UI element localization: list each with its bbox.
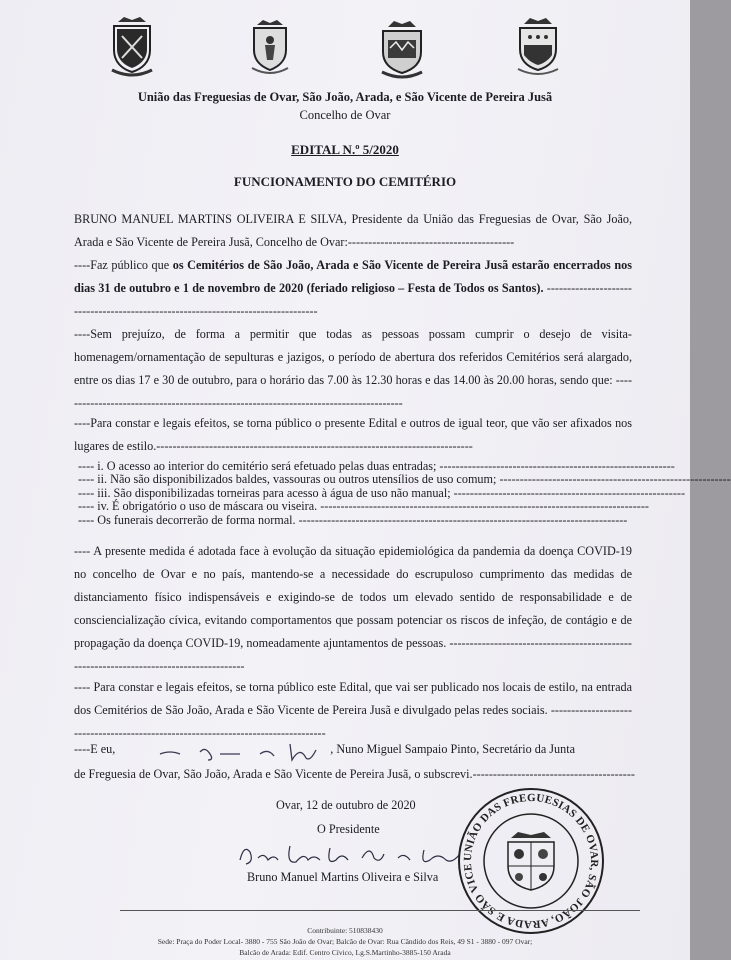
rules-list — [78, 459, 731, 527]
signer-role: O Presidente — [317, 822, 380, 836]
arada-crest-icon — [374, 18, 430, 82]
covid-paragraph: ---- A presente medida é adotada face à evolução da situação epidemiológica da pandemia da doença COVID-19 no concelho de Ovar e no país, mantendo-se a necessidade do escrupuloso cumprimento das medidas de distanciamento físico indispensáveis e exigindo-se de todos um elevado sentido de responsabilidade e de consciencialização cívica, evitando comportamentos que possam potenciar os riscos de infeção, de contágio e de propagação da doença COVID-19, nomeadamente ajuntamentos de pessoas. --------------------------------------------------------------------------------------- — [74, 544, 632, 673]
footer-address-1: Sede: Praça do Poder Local- 3880 - 755 São João de Ovar; Balcão de Ovar: Rua Cândido dos Reis, 49 S1 - 3880 - 097 Ovar; — [157, 937, 533, 946]
ovar-crest-icon — [106, 14, 158, 80]
publicity-paragraph: ----Para constar e legais efeitos, se torna público o presente Edital e outros de igual teor, que vão ser afixados nos lugares de estilo.------------------------------------------------------------------------------ — [74, 416, 632, 453]
signer-name: Bruno Manuel Martins Oliveira e Silva — [247, 870, 439, 884]
org-name: União das Freguesias de Ovar, São João, Arada, e São Vicente de Pereira Jusã — [137, 90, 553, 104]
sao-vicente-crest-icon — [512, 15, 564, 79]
secretary-line: ----E eu, , Nuno Miguel Sampaio Pinto, Secretário da Junta — [74, 742, 576, 756]
intro-paragraph: BRUNO MANUEL MARTINS OLIVEIRA E SILVA, Presidente da União das Freguesias de Ovar, São João, Arada e São Vicente de Pereira Jusã, Concelho de Ovar:----------------------------------------- — [74, 212, 632, 249]
footer-divider — [120, 910, 640, 911]
council-name: Concelho de Ovar — [299, 108, 391, 122]
closure-paragraph: ----Faz público que os Cemitérios de São João, Arada e São Vicente de Pereira Jusã estarão encerrados nos dias 31 de outubro e 1 de novembro de 2020 (feriado religioso – Festa de Todos os Santos). --------------------------------------------------------------------------------- — [74, 258, 632, 318]
document-subject: FUNCIONAMENTO DO CEMITÉRIO — [233, 174, 457, 189]
president-signature-icon — [234, 838, 470, 872]
list-item: ---- iv. É obrigatório o uso de máscara ou viseira. --------------------------------------------------------------------------------- — [78, 499, 649, 514]
place-date: Ovar, 12 de outubro de 2020 — [276, 798, 416, 812]
secretary-signature-icon — [150, 736, 350, 766]
list-item: ---- iii. São disponibilizadas torneiras para acesso à água de uso não manual; --------------------------------------------------------- — [78, 485, 686, 500]
list-item: ---- ii. Não são disponibilizados baldes, vassouras ou outros utensílios de uso comum; --------------------------------------------------------- — [78, 472, 731, 487]
list-item: ---- Os funerais decorrerão de forma normal. --------------------------------------------------------------------------------- — [78, 512, 628, 527]
footer-nif: Contribuinte: 510838430 — [307, 926, 383, 935]
hours-paragraph: ----Sem prejuízo, de forma a permitir que todas as pessoas possam cumprir o desejo de visita-homenagem/ornamentação de sepulturas e jazigos, o período de abertura dos referidos Cemitérios será alargado, entre os dias 17 e 30 de outubro, para o horário das 7.00 às 12.30 horas e das 14.00 às 20.00 horas, sendo que: ------------------------------------------------------------------------------------- — [74, 327, 632, 410]
footer-address-2: Balcão de Arada: Edif. Centro Cívico, Lg.S.Martinho-3885-150 Arada — [239, 948, 451, 957]
svg-text:UNIÃO DAS FREGUESIAS DE OVAR,: UNIÃO DAS FREGUESIAS DE OVAR, SÃO JOÃO, ARADA E SÃO VICE — [461, 791, 601, 931]
sao-joao-crest-icon — [247, 18, 293, 78]
list-item: ---- i. O acesso ao interior do cemitério será efetuado pelas duas entradas; ---------------------------------------------------------- — [78, 459, 675, 473]
edital-number: EDITAL N.º 5/2020 — [291, 142, 399, 157]
dash-fill: ----------------------------------------- — [347, 235, 515, 249]
publication-paragraph: ---- Para constar e legais efeitos, se torna público este Edital, que vai ser publicado nos locais de estilo, na entrada dos Cemitérios de São João, Arada e São Vicente de Pereira Jusã e divulgado pelas redes sociais. ---------------------------------------------------------------------------------- — [74, 680, 632, 740]
secretary-line-cont: de Freguesia de Ovar, São João, Arada e São Vicente de Pereira Jusã, o subscrevi.---------------------------------------- — [74, 767, 635, 781]
official-seal-icon — [456, 786, 606, 936]
